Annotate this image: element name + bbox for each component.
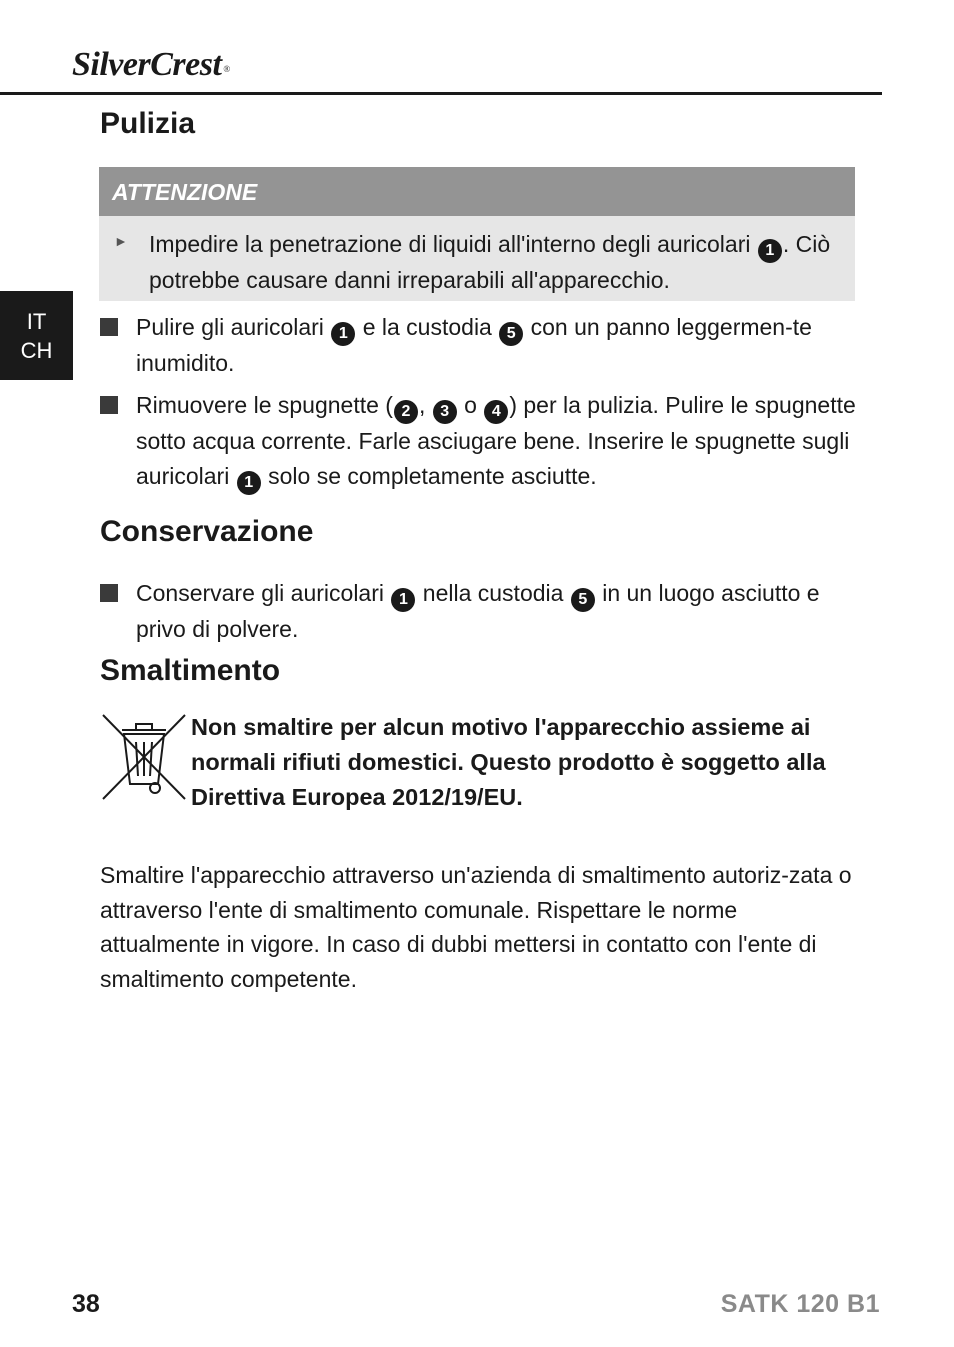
arrow-bullet-icon: ► [114,233,128,249]
registered-mark: ® [223,64,230,74]
heading-storage: Conservazione [100,515,314,548]
part-number-badge: 3 [433,400,457,424]
warning-text-part: Impedire la penetrazione di liquidi all'interno degli auricolari [149,231,751,257]
square-bullet-icon [100,396,118,414]
text-part: con un panno leggermen-te inumidito. [136,314,812,376]
square-bullet-icon [100,318,118,336]
text-part: Pulire gli auricolari [136,314,324,340]
text-part: , [418,392,426,418]
text-part: ) per la pulizia. Pulire le spugnette sotto acqua corrente. Farle asciugare bene. Inserire le spugnette sugli auricolari [136,392,856,489]
part-number-badge: 1 [391,588,415,612]
heading-disposal: Smaltimento [100,654,281,687]
part-number-badge: 2 [394,400,418,424]
crossed-out-wheelie-bin-icon [100,712,188,802]
disposal-paragraph: Smaltire l'apparecchio attraverso un'azienda di smaltimento autoriz-zata o attraverso l'ente di smaltimento comunale. Rispettare le norme attualmente in vigore. In caso di dubbi mettersi in contatto con l'ente di smaltimento competente. [100,862,852,993]
text-part: Conservare gli auricolari [136,580,384,606]
text-part: solo se completamente asciutte. [268,463,597,489]
language-tab-line1: IT [26,308,47,334]
page-number: 38 [72,1290,100,1318]
brand-logo [72,40,230,90]
language-tab [0,291,73,380]
part-number-badge: 5 [571,588,595,612]
cleaning-step-1 [136,310,856,381]
header-rule [0,92,882,95]
part-number-badge: 1 [758,239,782,263]
language-tab-line2: CH [20,337,53,363]
text-part: Rimuovere le spugnette ( [136,392,393,418]
part-number-badge: 1 [331,322,355,346]
disposal-warning: Non smaltire per alcun motivo l'apparecchio assieme ai normali rifiuti domestici. Questo prodotto è soggetto alla Direttiva Europea 2012/19/EU. [191,714,826,810]
text-part: o [464,392,477,418]
square-bullet-icon [100,584,118,602]
model-number: SATK 120 B1 [720,1290,880,1318]
cleaning-step-2 [136,388,856,495]
brand-name: SilverCrest [72,46,222,83]
part-number-badge: 1 [237,471,261,495]
warning-title: ATTENZIONE [99,167,855,216]
part-number-badge: 5 [499,322,523,346]
warning-text [149,227,839,297]
storage-step-1 [136,576,856,647]
heading-cleaning: Pulizia [100,107,196,140]
text-part: in un luogo asciutto e privo di polvere. [136,580,820,642]
text-part: nella custodia [422,580,564,606]
warning-text-part: . Ciò potrebbe causare danni irreparabili all'apparecchio. [149,231,831,293]
part-number-badge: 4 [484,400,508,424]
text-part: e la custodia [362,314,492,340]
